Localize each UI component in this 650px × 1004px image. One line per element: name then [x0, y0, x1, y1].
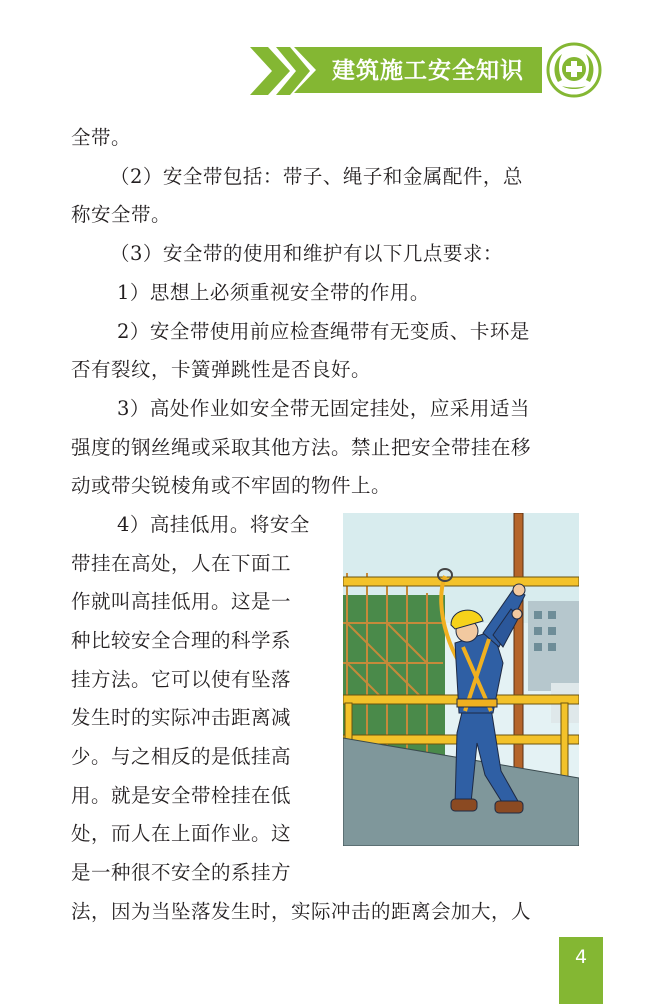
body-line: 2）安全带使用前应检查绳带有无变质、卡环是	[117, 320, 530, 343]
body-line: 强度的钢丝绳或采取其他方法。禁止把安全带挂在移	[71, 436, 532, 459]
body-line: 发生时的实际冲击距离减	[71, 706, 292, 729]
body-line: 1）思想上必须重视安全带的作用。	[117, 281, 430, 304]
body-line: 处，而人在上面作业。这	[71, 822, 292, 845]
header-title: 建筑施工安全知识	[332, 58, 524, 84]
body-line: 作就叫高挂低用。这是一	[71, 590, 292, 613]
body-line: 带挂在高处，人在下面工	[71, 552, 292, 575]
body-line: 3）高处作业如安全带无固定挂处，应采用适当	[117, 397, 530, 420]
body-line: 4）高挂低用。将安全	[117, 513, 310, 536]
body-line: 全带。	[71, 126, 132, 149]
safety-cross-icon	[546, 42, 602, 98]
worker-with-safety-harness-illustration	[343, 513, 579, 846]
body-line: 用。就是安全带栓挂在低	[71, 784, 292, 807]
body-line: 挂方法。它可以使有坠落	[71, 668, 292, 691]
body-line: 是一种很不安全的系挂方	[71, 861, 292, 884]
body-line: 称安全带。	[71, 203, 172, 226]
page-number: 4	[559, 937, 603, 1004]
body-line: 种比较安全合理的科学系	[71, 629, 292, 652]
page-header	[250, 44, 610, 98]
body-line: 否有裂纹，卡簧弹跳性是否良好。	[71, 358, 372, 381]
body-line: 动或带尖锐棱角或不牢固的物件上。	[71, 474, 392, 497]
body-line: （2）安全带包括：带子、绳子和金属配件，总	[110, 165, 523, 188]
body-line: 法，因为当坠落发生时，实际冲击的距离会加大，人	[71, 900, 532, 923]
body-line: （3）安全带的使用和维护有以下几点要求：	[110, 242, 503, 265]
body-line: 少。与之相反的是低挂高	[71, 745, 292, 768]
